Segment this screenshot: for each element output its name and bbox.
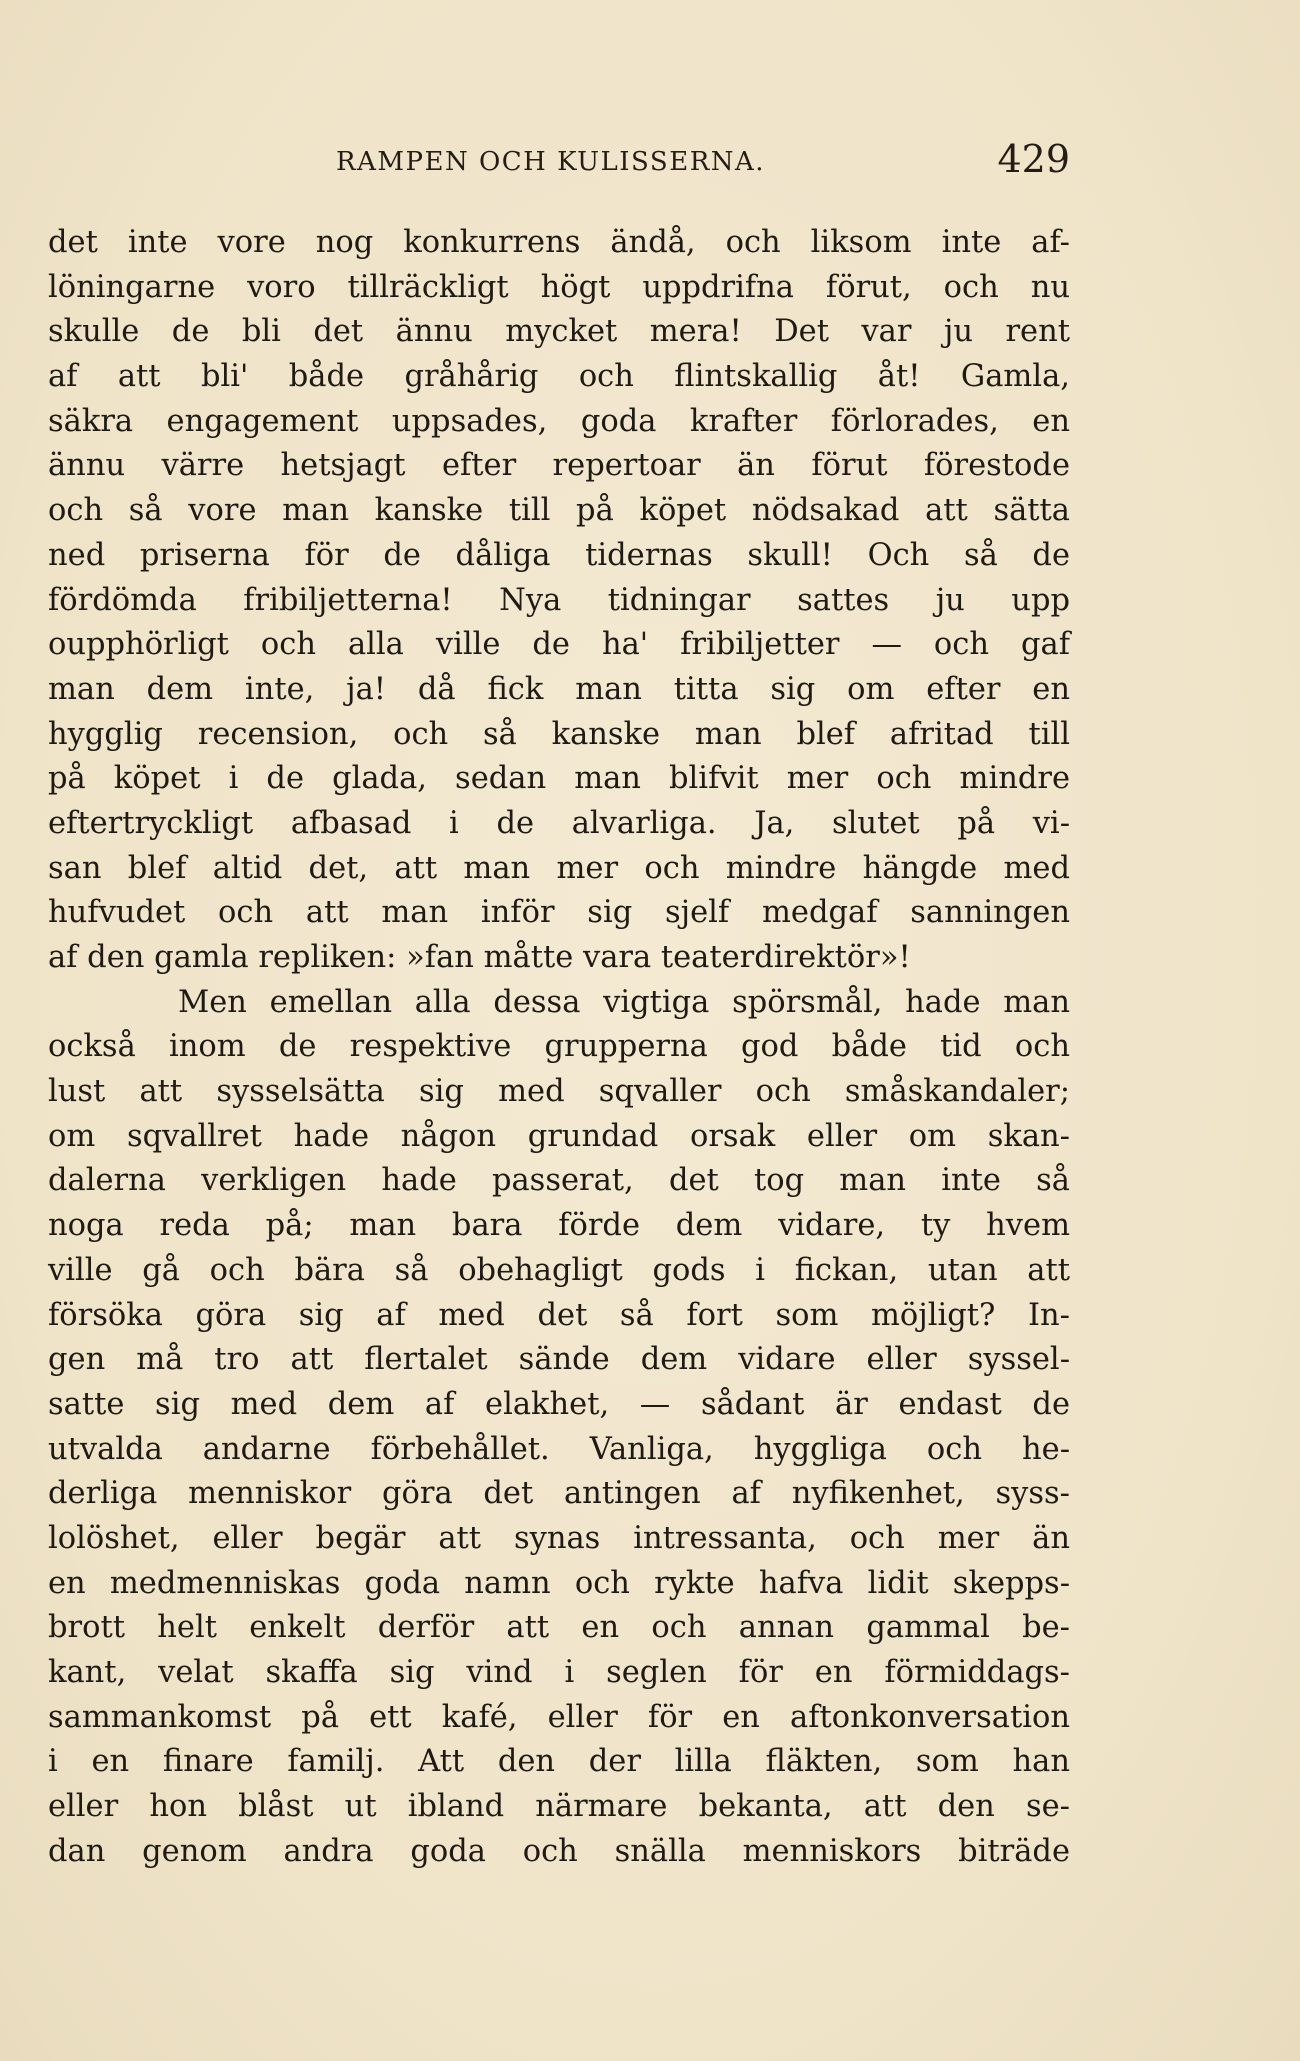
text-line: också inom de respektive grupperna god både tid och <box>48 1029 1070 1065</box>
text-line: om sqvallret hade någon grundad orsak eller om skan- <box>48 1118 1070 1154</box>
text-line: satte sig med dem af elakhet, — sådant är endast de <box>48 1386 1070 1422</box>
text-line: på köpet i de glada, sedan man blifvit mer och mindre <box>48 761 1070 797</box>
text-line: löningarne voro tillräckligt högt uppdrifna förut, och nu <box>48 269 1070 305</box>
text-line-paragraph-end: af den gamla repliken: »fan måtte vara teaterdirektör»! <box>48 940 911 975</box>
text-line: san blef altid det, att man mer och mindre hängde med <box>48 850 1070 886</box>
text-line: lust att sysselsätta sig med sqvaller och småskandaler; <box>48 1074 1070 1110</box>
text-line: oupphörligt och alla ville de ha' fribiljetter — och gaf <box>48 627 1070 663</box>
body-text <box>48 221 1070 1874</box>
text-line: lolöshet, eller begär att synas intressanta, och mer än <box>48 1520 1070 1556</box>
text-line: brott helt enkelt derför att en och annan gammal be- <box>48 1610 1070 1646</box>
text-line: ned priserna för de dåliga tidernas skull! Och så de <box>48 537 1070 573</box>
text-line: hufvudet och att man inför sig sjelf medgaf sanningen <box>48 895 1070 931</box>
text-line: och så vore man kanske till på köpet nödsakad att sätta <box>48 493 1070 529</box>
text-line: man dem inte, ja! då fick man titta sig om efter en <box>48 671 1070 707</box>
text-line: af att bli' både gråhårig och flintskallig åt! Gamla, <box>48 359 1070 395</box>
text-line: eftertryckligt afbasad i de alvarliga. Ja, slutet på vi- <box>48 805 1070 841</box>
text-line: i en finare familj. Att den der lilla fläkten, som han <box>48 1744 1070 1780</box>
text-line: dan genom andra goda och snälla menniskors biträde <box>48 1833 1070 1869</box>
text-line: utvalda andarne förbehållet. Vanliga, hyggliga och he- <box>48 1431 1070 1467</box>
text-line: kant, velat skaffa sig vind i seglen för en förmiddags- <box>48 1655 1070 1690</box>
text-line: ville gå och bära så obehagligt gods i fickan, utan att <box>48 1252 1070 1288</box>
text-line: fördömda fribiljetterna! Nya tidningar sattes ju upp <box>48 582 1070 618</box>
text-line: en medmenniskas goda namn och rykte hafva lidit skepps- <box>48 1565 1070 1601</box>
text-line: eller hon blåst ut ibland närmare bekanta, att den se- <box>48 1789 1070 1825</box>
running-head <box>48 137 1070 187</box>
text-line: skulle de bli det ännu mycket mera! Det var ju rent <box>48 314 1070 350</box>
text-line: derliga menniskor göra det antingen af nyfikenhet, syss- <box>48 1476 1070 1512</box>
text-line: det inte vore nog konkurrens ändå, och liksom inte af- <box>48 225 1070 260</box>
text-line: sammankomst på ett kafé, eller för en aftonkonversation <box>48 1699 1070 1735</box>
text-line-paragraph-start: Men emellan alla dessa vigtiga spörsmål, hade man <box>178 984 1070 1020</box>
running-title: RAMPEN OCH KULISSERNA. <box>336 147 766 177</box>
text-line: dalerna verkligen hade passerat, det tog man inte så <box>48 1163 1070 1199</box>
text-line: hygglig recension, och så kanske man blef afritad till <box>48 716 1070 752</box>
text-line: gen må tro att flertalet sände dem vidare eller syssel- <box>48 1342 1070 1378</box>
page-number: 429 <box>997 137 1070 181</box>
text-line: försöka göra sig af med det så fort som möjligt? In- <box>48 1297 1070 1333</box>
text-line: noga reda på; man bara förde dem vidare, ty hvem <box>48 1208 1070 1244</box>
text-line: ännu värre hetsjagt efter repertoar än förut förestode <box>48 448 1070 484</box>
text-line: säkra engagement uppsades, goda krafter förlorades, en <box>48 403 1070 439</box>
